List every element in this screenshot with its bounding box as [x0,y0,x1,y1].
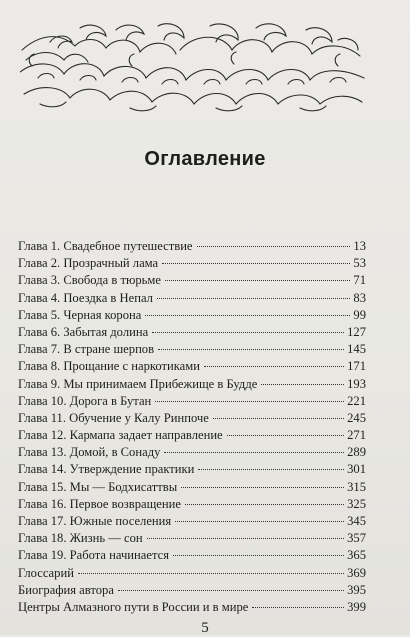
toc-entry [18,444,366,461]
dot-leader [118,590,344,591]
toc-entry-title: Глава 7. В стране шерпов [18,342,155,357]
cloud-ornament-icon [20,20,365,112]
toc-entry-page: 127 [347,324,366,339]
toc-entry-title: Глава 16. Первое возвращение [18,496,181,511]
toc-entry-page: 245 [347,410,366,425]
toc-entry [18,238,366,255]
toc-entry-page: 99 [353,307,366,322]
dot-leader [165,280,350,281]
toc-entry-page: 221 [347,393,366,408]
toc-entry-page: 399 [347,599,366,614]
dot-leader [145,315,350,316]
toc-entry-page: 369 [347,565,366,580]
page-title: Оглавление [144,148,266,170]
dot-leader [227,435,344,436]
toc-entry-title: Глава 6. Забытая долина [18,324,149,339]
toc-entry-title: Глава 4. Поездка в Непал [18,290,153,305]
toc-entry-title: Глава 3. Свобода в тюрьме [18,273,161,288]
toc-entry-page: 145 [347,342,366,357]
toc-entry-title: Глава 1. Свадебное путешествие [18,239,193,253]
toc-entry-page: 365 [347,548,366,563]
toc-entry [18,358,366,375]
toc-entry [18,324,366,341]
toc-entry-title: Глава 8. Прощание с наркотиками [18,359,200,374]
toc-entry [18,272,366,289]
dot-leader [152,332,344,333]
dot-leader [162,263,350,264]
dot-leader [147,538,344,539]
toc-entry-title: Глава 12. Кармапа задает направление [18,428,223,443]
toc-entry-page: 345 [347,514,366,528]
toc-entry-page: 325 [347,496,366,511]
toc-entry [18,599,366,616]
page-number: 5 [201,620,209,636]
toc-entry-title: Глава 10. Дорога в Бутан [18,393,152,408]
toc-entry-page: 13 [353,239,366,253]
toc-entry [18,513,366,530]
toc-entry-page: 171 [347,359,366,374]
toc-entry-title: Глава 9. Мы принимаем Прибежище в Будде [18,376,258,391]
table-of-contents [18,238,366,616]
dot-leader [213,418,344,419]
toc-entry [18,410,366,427]
toc-entry [18,582,366,599]
toc-entry-title: Глава 17. Южные поселения [18,514,172,528]
toc-entry-title: Глава 5. Черная корона [18,307,142,322]
toc-entry-page: 53 [353,256,366,271]
toc-entry-page: 395 [347,582,366,597]
toc-entry [18,376,366,393]
toc-entry-title: Глоссарий [18,565,74,580]
toc-entry-page: 357 [347,531,366,546]
toc-entry-page: 83 [353,290,366,305]
toc-entry [18,427,366,444]
toc-entry [18,496,366,513]
dot-leader [158,349,344,350]
toc-entry-title: Глава 15. Мы — Бодхисаттвы [18,479,178,494]
toc-entry-title: Глава 2. Прозрачный лама [18,256,159,271]
dot-leader [204,366,344,367]
dot-leader [164,452,344,453]
toc-entry-title: Глава 19. Работа начинается [18,548,170,563]
toc-entry [18,565,366,582]
toc-entry-page: 315 [347,479,366,494]
toc-entry-title: Центры Алмазного пути в России и в мире [18,599,249,614]
toc-entry-page: 193 [347,376,366,391]
toc-entry-title: Глава 13. Домой, в Сонаду [18,445,161,460]
toc-entry-page: 271 [347,428,366,443]
dot-leader [175,521,344,522]
toc-entry [18,461,366,478]
toc-entry-page: 289 [347,445,366,460]
toc-entry-title: Глава 18. Жизнь — сон [18,531,143,546]
dot-leader [78,573,344,574]
toc-entry [18,290,366,307]
toc-entry [18,341,366,358]
dot-leader [173,555,344,556]
toc-entry-title: Биография автора [18,582,114,597]
dot-leader [181,487,344,488]
dot-leader [155,401,344,402]
dot-leader [198,469,344,470]
toc-entry-title: Глава 14. Утверждение практики [18,462,195,477]
toc-entry-page: 301 [347,462,366,477]
dot-leader [185,504,344,505]
toc-entry-page: 71 [353,273,366,288]
dot-leader [261,384,344,385]
toc-entry [18,307,366,324]
toc-entry [18,530,366,547]
toc-entry [18,393,366,410]
dot-leader [197,246,351,247]
toc-entry [18,479,366,496]
dot-leader [252,607,344,608]
dot-leader [157,298,350,299]
toc-entry [18,547,366,564]
toc-entry [18,255,366,272]
toc-entry-title: Глава 11. Обучение у Калу Ринпоче [18,410,209,425]
